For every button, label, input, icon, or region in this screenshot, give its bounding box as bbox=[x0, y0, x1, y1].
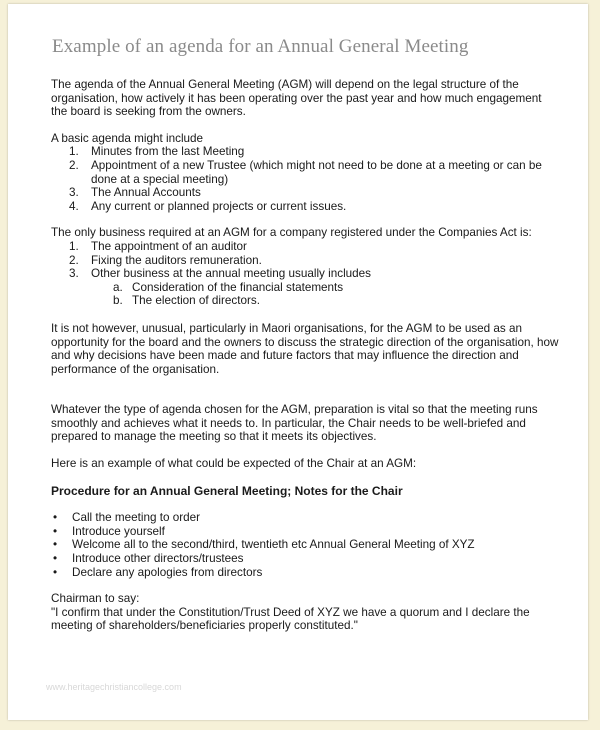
bullet-icon: • bbox=[53, 511, 58, 525]
list-marker: a. bbox=[113, 280, 123, 294]
list-marker: 1. bbox=[69, 239, 79, 253]
list-item bbox=[51, 525, 561, 539]
list-item bbox=[69, 240, 561, 254]
list-item bbox=[69, 200, 561, 214]
list-item-text: Call the meeting to order bbox=[72, 511, 200, 525]
procedure-list bbox=[51, 511, 561, 579]
document-body bbox=[51, 78, 561, 633]
list-item bbox=[51, 552, 561, 566]
basic-agenda-list bbox=[51, 145, 561, 213]
chairman-lead: Chairman to say: bbox=[51, 592, 140, 606]
list-item bbox=[51, 566, 561, 580]
list-marker: 1. bbox=[69, 145, 79, 159]
list-item bbox=[69, 159, 561, 186]
list-item-text: Consideration of the financial statements bbox=[132, 280, 344, 294]
maori-paragraph: It is not however, unusual, particularly in Maori organisations, for the AGM to be used as an opportunity for the board and the owners to discuss the strategic direction of the organisation, how and why decisions have been made and future factors that may influence the direction and performance of the organisation. bbox=[51, 321, 559, 376]
list-item-text: The election of directors. bbox=[132, 294, 260, 308]
intro-paragraph: The agenda of the Annual General Meeting (AGM) will depend on the legal structure of the organisation, how actively it has been operating over the past year and how much engagement the board is seeking from the owners. bbox=[51, 78, 542, 119]
example-lead: Here is an example of what could be expected of the Chair at an AGM: bbox=[51, 457, 417, 471]
list-item bbox=[69, 186, 561, 200]
procedure-heading: Procedure for an Annual General Meeting; Notes for the Chair bbox=[51, 483, 403, 498]
list-marker: 3. bbox=[69, 186, 79, 200]
list-item bbox=[113, 281, 561, 295]
document-page bbox=[8, 4, 588, 720]
list-item-text: Declare any apologies from directors bbox=[72, 565, 263, 579]
list-item-text: Any current or planned projects or current issues. bbox=[91, 199, 347, 213]
list-item-text: Appointment of a new Trustee (which might not need to be done at a meeting or can be done at a special meeting) bbox=[91, 158, 542, 186]
only-business-list bbox=[51, 240, 561, 308]
bullet-icon: • bbox=[53, 565, 58, 579]
watermark: www.heritagechristiancollege.com bbox=[46, 682, 182, 692]
list-marker: 2. bbox=[69, 253, 79, 267]
only-business-lead: The only business required at an AGM for a company registered under the Companies Act is: bbox=[51, 226, 532, 240]
list-item-text: The Annual Accounts bbox=[91, 186, 201, 200]
list-item-text: The appointment of an auditor bbox=[91, 239, 247, 253]
list-item bbox=[113, 294, 561, 308]
bullet-icon: • bbox=[53, 538, 58, 552]
document-title: Example of an agenda for an Annual General Meeting bbox=[52, 36, 469, 57]
list-item bbox=[69, 145, 561, 159]
list-marker: 4. bbox=[69, 199, 79, 213]
list-item-text: Other business at the annual meeting usually includes bbox=[91, 267, 372, 281]
list-item bbox=[69, 254, 561, 268]
bullet-icon: • bbox=[53, 524, 58, 538]
list-marker: 2. bbox=[69, 158, 79, 172]
list-marker: b. bbox=[113, 294, 123, 308]
list-item-text: Introduce yourself bbox=[72, 524, 165, 538]
list-item-text: Fixing the auditors remuneration. bbox=[91, 253, 262, 267]
list-item bbox=[51, 511, 561, 525]
bullet-icon: • bbox=[53, 552, 58, 566]
list-item bbox=[69, 267, 561, 308]
list-item-text: Introduce other directors/trustees bbox=[72, 552, 244, 566]
list-item bbox=[51, 538, 561, 552]
list-item-text: Minutes from the last Meeting bbox=[91, 145, 245, 159]
chairman-quote: "I confirm that under the Constitution/Trust Deed of XYZ we have a quorum and I declare the meeting of shareholders/beneficiaries properly constituted." bbox=[51, 605, 530, 633]
other-business-sublist bbox=[91, 281, 561, 308]
basic-agenda-lead: A basic agenda might include bbox=[51, 131, 204, 145]
list-marker: 3. bbox=[69, 267, 79, 281]
preparation-paragraph: Whatever the type of agenda chosen for the AGM, preparation is vital so that the meeting runs smoothly and achieves what it needs to. In particular, the Chair needs to be well-briefed and prepared to manage the meeting so that it meets its objectives. bbox=[51, 403, 538, 444]
list-item-text: Welcome all to the second/third, twentieth etc Annual General Meeting of XYZ bbox=[72, 538, 475, 552]
